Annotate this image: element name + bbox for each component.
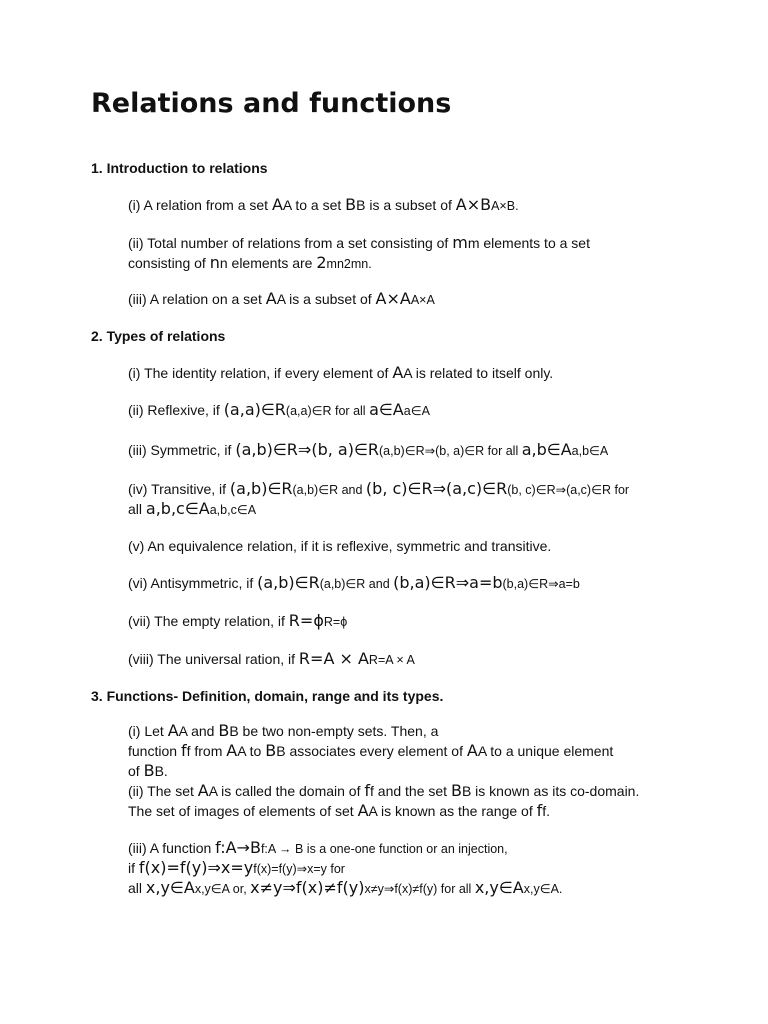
types-item-equivalence xyxy=(128,536,688,556)
math-run: B xyxy=(345,195,357,214)
text-run: (i) Let xyxy=(128,723,168,739)
item-line xyxy=(128,878,688,898)
item-line xyxy=(128,741,688,761)
math-run: R=A × A xyxy=(298,649,369,668)
text-run: f. xyxy=(542,803,551,819)
item-line xyxy=(128,499,688,519)
math-fallback: R=ϕ xyxy=(323,615,348,629)
math-run: A xyxy=(357,801,369,820)
math-fallback: A×B. xyxy=(491,199,519,213)
types-item-reflexive xyxy=(128,400,688,421)
math-run: B xyxy=(218,721,230,740)
types-item-empty xyxy=(128,611,688,632)
math-run: a,b∈A xyxy=(521,440,572,459)
text-run: (ii) Total number of relations from a set consisting of xyxy=(128,235,453,251)
functions-item-definition xyxy=(128,721,688,821)
intro-item-ii xyxy=(128,233,688,273)
text-run: n elements are xyxy=(219,255,317,271)
item-line xyxy=(128,479,688,499)
math-run: f xyxy=(536,801,543,820)
math-run: f xyxy=(180,741,187,760)
text-run: (vi) Antisymmetric, if xyxy=(128,575,258,591)
math-fallback: (a,a)∈R for all xyxy=(285,404,370,418)
math-fallback: R=A × A xyxy=(368,653,415,667)
math-fallback: (a,b)∈R and xyxy=(292,483,366,497)
math-fallback: (a,b)∈R and xyxy=(319,577,394,591)
section-heading-functions: 3. Functions- Definition, domain, range and its types. xyxy=(91,688,444,704)
item-line xyxy=(128,858,688,878)
text-run: A is related to itself only. xyxy=(403,365,554,381)
math-run: B xyxy=(265,741,277,760)
types-item-antisymmetric xyxy=(128,573,688,594)
text-run: (iv) Transitive, if xyxy=(128,481,230,497)
text-run: B is known as its co-domain. xyxy=(461,783,640,799)
intro-item-iii xyxy=(128,289,688,310)
item-line xyxy=(128,253,688,273)
math-fallback: a∈A xyxy=(403,404,430,418)
math-run: A xyxy=(167,721,179,740)
text-run: (ii) The set xyxy=(128,783,198,799)
math-fallback: x,y∈A or, xyxy=(194,882,251,896)
functions-item-injection xyxy=(128,838,688,898)
item-line xyxy=(128,781,688,801)
math-run: f:A→B xyxy=(215,838,261,857)
math-fallback: (a,b)∈R⇒(b, a)∈R for all xyxy=(379,444,522,458)
text-run: m elements to a set xyxy=(467,235,590,251)
text-run: (vii) The empty relation, if xyxy=(128,613,289,629)
text-run: B be two non-empty sets. Then, a xyxy=(229,723,439,739)
text-run: function xyxy=(128,743,181,759)
math-run: A xyxy=(392,363,404,382)
text-run: f and the set xyxy=(370,783,451,799)
text-run: A is called the domain of xyxy=(208,783,365,799)
math-run: (a,b)∈R xyxy=(229,479,293,498)
math-run: A xyxy=(197,781,209,800)
math-fallback: f:A → B is a one-one function or an injection, xyxy=(260,842,508,856)
text-run: (iii) A function xyxy=(128,840,216,856)
math-run: x≠y⇒f(x)≠f(y) xyxy=(250,878,365,897)
types-item-symmetric xyxy=(128,440,688,461)
math-run: (b, c)∈R⇒(a,c)∈R xyxy=(365,479,508,498)
math-run: (a,b)∈R xyxy=(257,573,320,592)
text-run: The set of images of elements of set xyxy=(128,803,358,819)
math-run: (a,a)∈R xyxy=(223,400,286,419)
text-run: A and xyxy=(178,723,219,739)
text-run: (iii) A relation on a set xyxy=(128,291,266,307)
math-run: B xyxy=(450,781,462,800)
math-fallback: A×A xyxy=(410,293,435,307)
math-run: n xyxy=(209,253,220,272)
types-item-identity xyxy=(128,363,688,383)
math-run: a∈A xyxy=(369,400,404,419)
text-run: B associates every element of xyxy=(276,743,467,759)
math-run: m xyxy=(452,233,468,252)
math-fallback: a,b,c∈A xyxy=(209,503,257,517)
math-run: A xyxy=(271,195,283,214)
math-fallback: x≠y⇒f(x)≠f(y) for all xyxy=(364,882,475,896)
text-run: (iii) Symmetric, if xyxy=(128,442,236,458)
text-run: B. xyxy=(154,763,168,779)
text-run: all xyxy=(128,501,146,517)
text-run: f from xyxy=(186,743,227,759)
types-item-transitive xyxy=(128,479,688,519)
intro-item-i xyxy=(128,195,688,216)
text-run: A is known as the range of xyxy=(368,803,537,819)
item-line xyxy=(128,233,688,253)
math-fallback: x,y∈A. xyxy=(523,882,563,896)
math-run: x,y∈A xyxy=(145,878,195,897)
text-run: A to a set xyxy=(282,197,346,213)
math-run: f xyxy=(364,781,371,800)
text-run: all xyxy=(128,880,146,896)
math-run: (b,a)∈R⇒a=b xyxy=(393,573,503,592)
math-run: A xyxy=(466,741,478,760)
text-run: (i) The identity relation, if every element of xyxy=(128,365,393,381)
text-run: A to xyxy=(237,743,266,759)
item-line xyxy=(128,801,688,821)
math-run: f(x)=f(y)⇒x=y xyxy=(138,858,254,877)
math-run: A xyxy=(226,741,238,760)
text-run: (viii) The universal ration, if xyxy=(128,651,299,667)
math-run: 2 xyxy=(316,253,327,272)
math-fallback: f(x)=f(y)⇒x=y for xyxy=(253,862,345,876)
item-line xyxy=(128,838,688,858)
section-heading-introduction: 1. Introduction to relations xyxy=(91,160,268,176)
math-fallback: (b,a)∈R⇒a=b xyxy=(502,577,580,591)
math-run: B xyxy=(143,761,155,780)
math-run: x,y∈A xyxy=(474,878,524,897)
section-heading-types: 2. Types of relations xyxy=(91,328,226,344)
text-run: (ii) Reflexive, if xyxy=(128,402,224,418)
text-run: (v) An equivalence relation, if it is reflexive, symmetric and transitive. xyxy=(128,538,552,554)
text-run: of xyxy=(128,763,144,779)
text-run: (i) A relation from a set xyxy=(128,197,272,213)
math-run: a,b,c∈A xyxy=(145,499,210,518)
page-title: Relations and functions xyxy=(91,88,452,119)
math-fallback: a,b∈A xyxy=(571,444,609,458)
types-item-universal xyxy=(128,649,688,670)
math-run: A xyxy=(265,289,277,308)
math-run: A×A xyxy=(375,289,411,308)
text-run: B is a subset of xyxy=(356,197,456,213)
text-run: consisting of xyxy=(128,255,210,271)
math-run: R=ϕ xyxy=(288,611,324,630)
text-run: if xyxy=(128,860,139,876)
math-fallback: mn2mn. xyxy=(326,257,372,271)
text-run: A is a subset of xyxy=(276,291,376,307)
item-line xyxy=(128,721,688,741)
math-run: A×B xyxy=(455,195,492,214)
math-fallback: (b, c)∈R⇒(a,c)∈R for xyxy=(507,483,630,497)
math-run: (a,b)∈R⇒(b, a)∈R xyxy=(235,440,379,459)
text-run: A to a unique element xyxy=(477,743,614,759)
item-line xyxy=(128,761,688,781)
